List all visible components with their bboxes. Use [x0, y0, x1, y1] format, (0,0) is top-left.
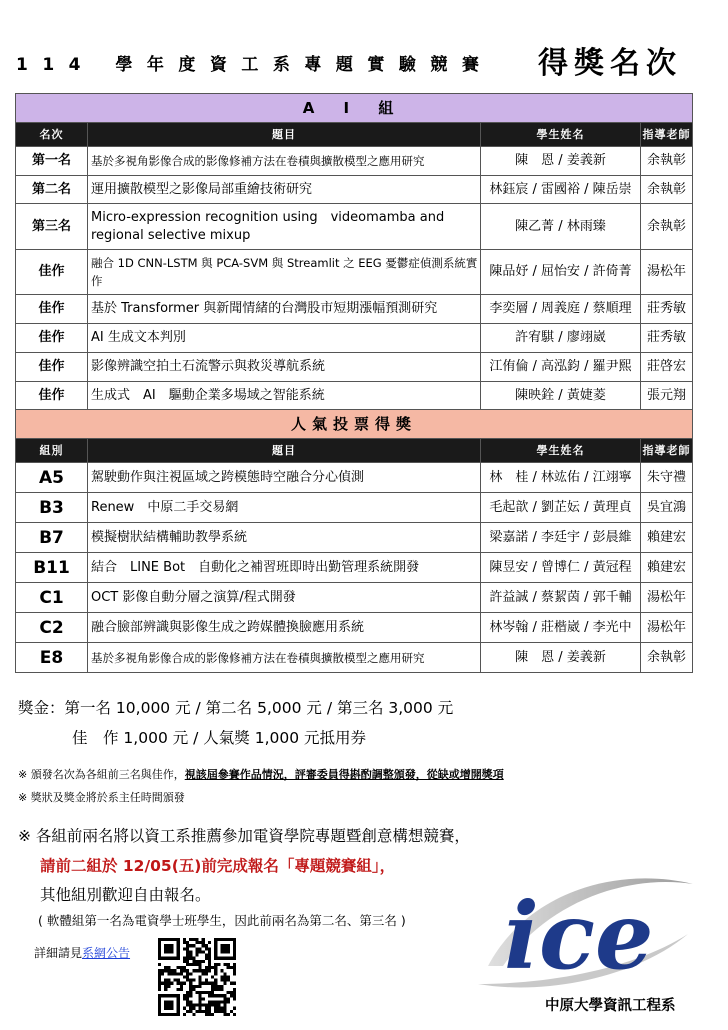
- row-rank: 佳作: [16, 295, 88, 324]
- announce-main: ※ 各組前兩名將以資工系推薦參加電資學院專題暨創意構想競賽，: [18, 827, 470, 845]
- note-awarding-bold: 視該屆參賽作品情況，評審委員得斟酌調整頒發，從缺或增開獎項: [184, 768, 504, 781]
- row-students: 林岑翰 / 莊楷崴 / 李光中: [481, 613, 641, 643]
- department-announcement-link[interactable]: 系網公告: [82, 946, 131, 960]
- row-students: 林鈺宸 / 雷國裕 / 陳岳崇: [481, 176, 641, 204]
- row-topic: 生成式 AI 驅動企業多場域之智能系統: [88, 382, 481, 410]
- row-topic: Renew 中原二手交易網: [88, 493, 481, 523]
- announce-deadline: 請前二組於 12/05(五)前完成報名「專題競賽組」，: [40, 857, 396, 875]
- table-row: [16, 204, 693, 250]
- header-rank: 名次: [16, 123, 88, 147]
- row-advisor: 余執彰: [641, 176, 693, 204]
- row-topic: AI 生成文本判別: [88, 324, 481, 353]
- logo-text: ice: [504, 882, 654, 990]
- table-row: [16, 295, 693, 324]
- row-students: 陳乙菁 / 林雨臻: [481, 204, 641, 250]
- table-row: [16, 324, 693, 353]
- row-rank: 第三名: [16, 204, 88, 250]
- detail-prefix: 詳細請見: [34, 946, 83, 960]
- row-group: C2: [16, 613, 88, 643]
- row-rank: 佳作: [16, 250, 88, 295]
- row-group: E8: [16, 643, 88, 673]
- row-advisor: 莊秀敏: [641, 324, 693, 353]
- popular-section-title: 人氣投票得獎: [16, 410, 693, 439]
- row-rank: 佳作: [16, 324, 88, 353]
- row-advisor: 余執彰: [641, 204, 693, 250]
- row-advisor: 湯松年: [641, 613, 693, 643]
- row-advisor: 湯松年: [641, 583, 693, 613]
- announce-note: ( 軟體組第一名為電資學士班學生，因此前兩名為第二名、第三名 ): [38, 913, 406, 928]
- row-topic: 融合臉部辨識與影像生成之跨媒體換臉應用系統: [88, 613, 481, 643]
- header-advisor: 指導老師: [641, 123, 693, 147]
- table-row: [16, 463, 693, 493]
- row-advisor: 賴建宏: [641, 523, 693, 553]
- row-topic: OCT 影像自動分層之演算/程式開發: [88, 583, 481, 613]
- table-row: [16, 382, 693, 410]
- department-name: 中原大學資訊工程系: [545, 998, 676, 1014]
- row-advisor: 吳宜鴻: [641, 493, 693, 523]
- popular-section-header: [16, 410, 693, 439]
- table-row: [16, 523, 693, 553]
- qr-code-icon[interactable]: [158, 938, 236, 1016]
- row-group: C1: [16, 583, 88, 613]
- page-title: [16, 38, 716, 82]
- note-ceremony: ※ 獎狀及獎金將於系主任時間頒發: [18, 791, 185, 804]
- row-students: 陳昱安 / 曾博仁 / 黃冠程: [481, 553, 641, 583]
- row-students: 許益誠 / 蔡絜茵 / 郭千輔: [481, 583, 641, 613]
- row-rank: 第二名: [16, 176, 88, 204]
- row-advisor: 張元翔: [641, 382, 693, 410]
- row-topic: 基於多視角影像合成的影像修補方法在卷積與擴散模型之應用研究: [88, 643, 481, 673]
- row-students: 陳 恩 / 姜義新: [481, 643, 641, 673]
- row-advisor: 朱守禮: [641, 463, 693, 493]
- row-students: 陳映銓 / 黃婕菱: [481, 382, 641, 410]
- ai-section-header: [16, 94, 693, 123]
- header-topic: 題目: [88, 439, 481, 463]
- popular-column-headers: [16, 439, 693, 463]
- row-topic: 基於多視角影像合成的影像修補方法在卷積與擴散模型之應用研究: [88, 147, 481, 176]
- row-rank: 佳作: [16, 382, 88, 410]
- awards-table: [15, 93, 693, 673]
- row-group: B3: [16, 493, 88, 523]
- row-topic: 駕駛動作與注視區域之跨模態時空融合分心偵測: [88, 463, 481, 493]
- row-topic: Micro-expression recognition using videomamba and regional selective mixup: [88, 204, 481, 250]
- title-main: 114 學年度資工系專題實驗競賽: [16, 55, 494, 75]
- row-group: B7: [16, 523, 88, 553]
- ai-section-title: A I 組: [16, 94, 693, 123]
- row-rank: 佳作: [16, 353, 88, 382]
- table-row: [16, 493, 693, 523]
- row-advisor: 莊秀敏: [641, 295, 693, 324]
- table-row: [16, 613, 693, 643]
- row-topic: 影像辨識空拍土石流警示與救災導航系統: [88, 353, 481, 382]
- table-row: [16, 643, 693, 673]
- row-students: 毛起歆 / 劉芷妘 / 黃理貞: [481, 493, 641, 523]
- row-topic: 基於 Transformer 與新聞情緒的台灣股市短期漲幅預測研究: [88, 295, 481, 324]
- title-emphasis: 得獎名次: [538, 46, 682, 81]
- row-students: 陳品妤 / 屈怡安 / 許倚菁: [481, 250, 641, 295]
- row-advisor: 湯松年: [641, 250, 693, 295]
- row-group: A5: [16, 463, 88, 493]
- table-row: [16, 353, 693, 382]
- note-awarding-text: ※ 頒發名次為各組前三名與佳作，: [18, 768, 185, 781]
- row-students: 李奕層 / 周義庭 / 蔡順理: [481, 295, 641, 324]
- row-students: 陳 恩 / 姜義新: [481, 147, 641, 176]
- header-students: 學生姓名: [481, 123, 641, 147]
- row-students: 林 桂 / 林竑佑 / 江翊寧: [481, 463, 641, 493]
- ice-logo-icon: [468, 856, 698, 1001]
- ai-column-headers: [16, 123, 693, 147]
- row-students: 江侑倫 / 高泓鈞 / 羅尹熙: [481, 353, 641, 382]
- table-row: [16, 250, 693, 295]
- row-advisor: 余執彰: [641, 147, 693, 176]
- row-students: 梁嘉諾 / 李廷宇 / 彭晨維: [481, 523, 641, 553]
- table-row: [16, 583, 693, 613]
- table-row: [16, 176, 693, 204]
- table-row: [16, 553, 693, 583]
- row-topic: 融合 1D CNN-LSTM 與 PCA-SVM 與 Streamlit 之 EEG 憂鬱症偵測系統實作: [88, 250, 481, 295]
- row-rank: 第一名: [16, 147, 88, 176]
- table-row: [16, 147, 693, 176]
- note-awarding: [18, 766, 504, 782]
- header-advisor: 指導老師: [641, 439, 693, 463]
- row-advisor: 賴建宏: [641, 553, 693, 583]
- header-students: 學生姓名: [481, 439, 641, 463]
- row-group: B11: [16, 553, 88, 583]
- header-topic: 題目: [88, 123, 481, 147]
- announce-other: 其他組別歡迎自由報名。: [40, 886, 211, 904]
- row-topic: 運用擴散模型之影像局部重繪技術研究: [88, 176, 481, 204]
- row-topic: 模擬樹狀結構輔助教學系統: [88, 523, 481, 553]
- header-group: 組別: [16, 439, 88, 463]
- prize-line-2: 佳 作 1,000 元 / 人氣獎 1,000 元抵用券: [72, 729, 367, 747]
- row-students: 許宥騏 / 廖翊崴: [481, 324, 641, 353]
- row-advisor: 余執彰: [641, 643, 693, 673]
- row-topic: 結合 LINE Bot 自動化之補習班即時出勤管理系統開發: [88, 553, 481, 583]
- row-advisor: 莊啓宏: [641, 353, 693, 382]
- prize-line-1: 獎金：第一名 10,000 元 / 第二名 5,000 元 / 第三名 3,000 元: [18, 699, 454, 717]
- announce-detail: [34, 944, 130, 961]
